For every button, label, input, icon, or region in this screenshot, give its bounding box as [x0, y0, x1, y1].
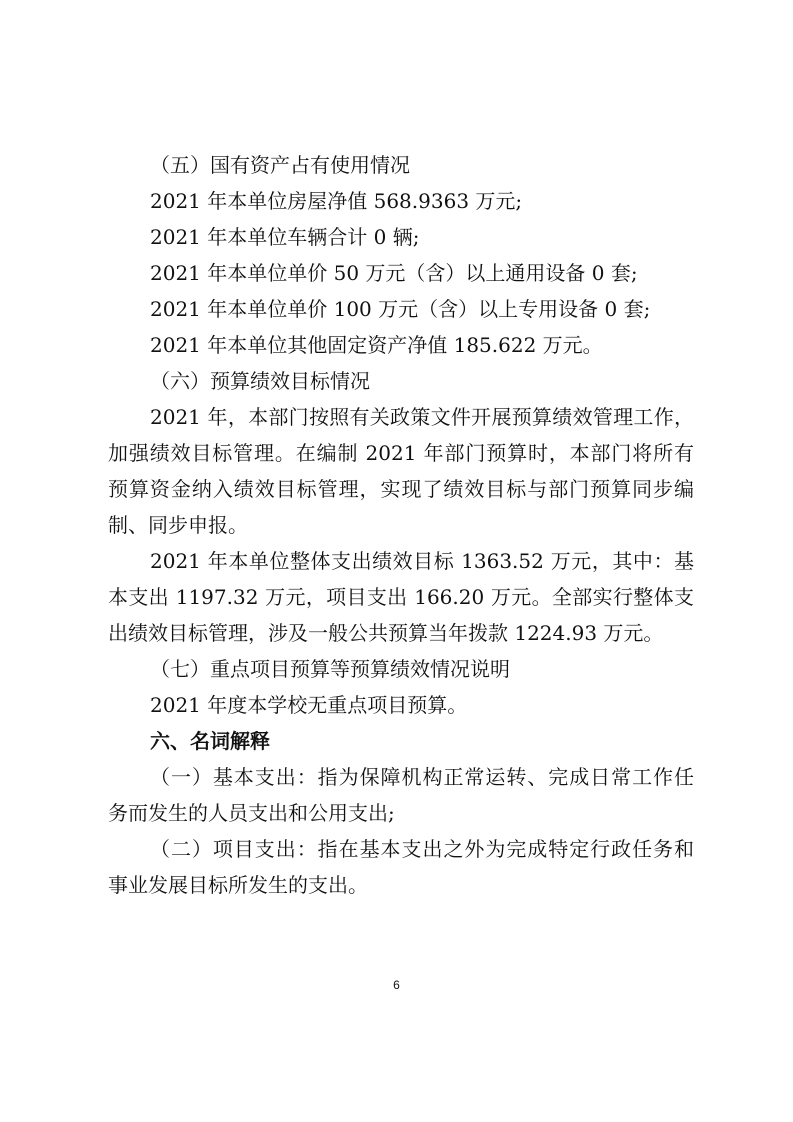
paragraph-line: 本支出 1197.32 万元，项目支出 166.20 万元。全部实行整体支 [108, 585, 694, 609]
paragraph-line: 出绩效目标管理，涉及一般公共预算当年拨款 1224.93 万元。 [108, 621, 664, 645]
section-heading: （五）国有资产占有使用情况 [150, 153, 410, 177]
paragraph-line: 2021 年度本学校无重点项目预算。 [150, 693, 468, 717]
paragraph-line: 2021 年本单位车辆合计 0 辆; [150, 225, 420, 249]
section-heading: （七）重点项目预算等预算绩效情况说明 [150, 657, 510, 681]
section-heading: （六）预算绩效目标情况 [150, 369, 370, 393]
paragraph-line: 2021 年本单位整体支出绩效目标 1363.52 万元，其中：基 [150, 549, 694, 573]
definition-line: （二）项目支出：指在基本支出之外为完成特定行政任务和 [150, 837, 694, 861]
paragraph-line: 加强绩效目标管理。在编制 2021 年部门预算时，本部门将所有 [108, 441, 694, 465]
paragraph-line: 预算资金纳入绩效目标管理，实现了绩效目标与部门预算同步编 [108, 477, 694, 501]
definition-line: 务而发生的人员支出和公用支出; [108, 801, 395, 825]
definition-line: （一）基本支出：指为保障机构正常运转、完成日常工作任 [150, 765, 694, 789]
paragraph-line: 2021 年本单位房屋净值 568.9363 万元; [150, 189, 523, 213]
paragraph-line: 2021 年本单位单价 100 万元（含）以上专用设备 0 套; [150, 297, 651, 321]
paragraph-line: 2021 年，本部门按照有关政策文件开展预算绩效管理工作， [150, 405, 694, 429]
paragraph-line: 制、同步申报。 [108, 513, 248, 537]
paragraph-line: 2021 年本单位其他固定资产净值 185.622 万元。 [150, 333, 603, 357]
definition-line: 事业发展目标所发生的支出。 [108, 873, 368, 897]
page-number: 6 [393, 978, 400, 992]
paragraph-line: 2021 年本单位单价 50 万元（含）以上通用设备 0 套; [150, 261, 638, 285]
part-heading: 六、名词解释 [150, 729, 270, 753]
